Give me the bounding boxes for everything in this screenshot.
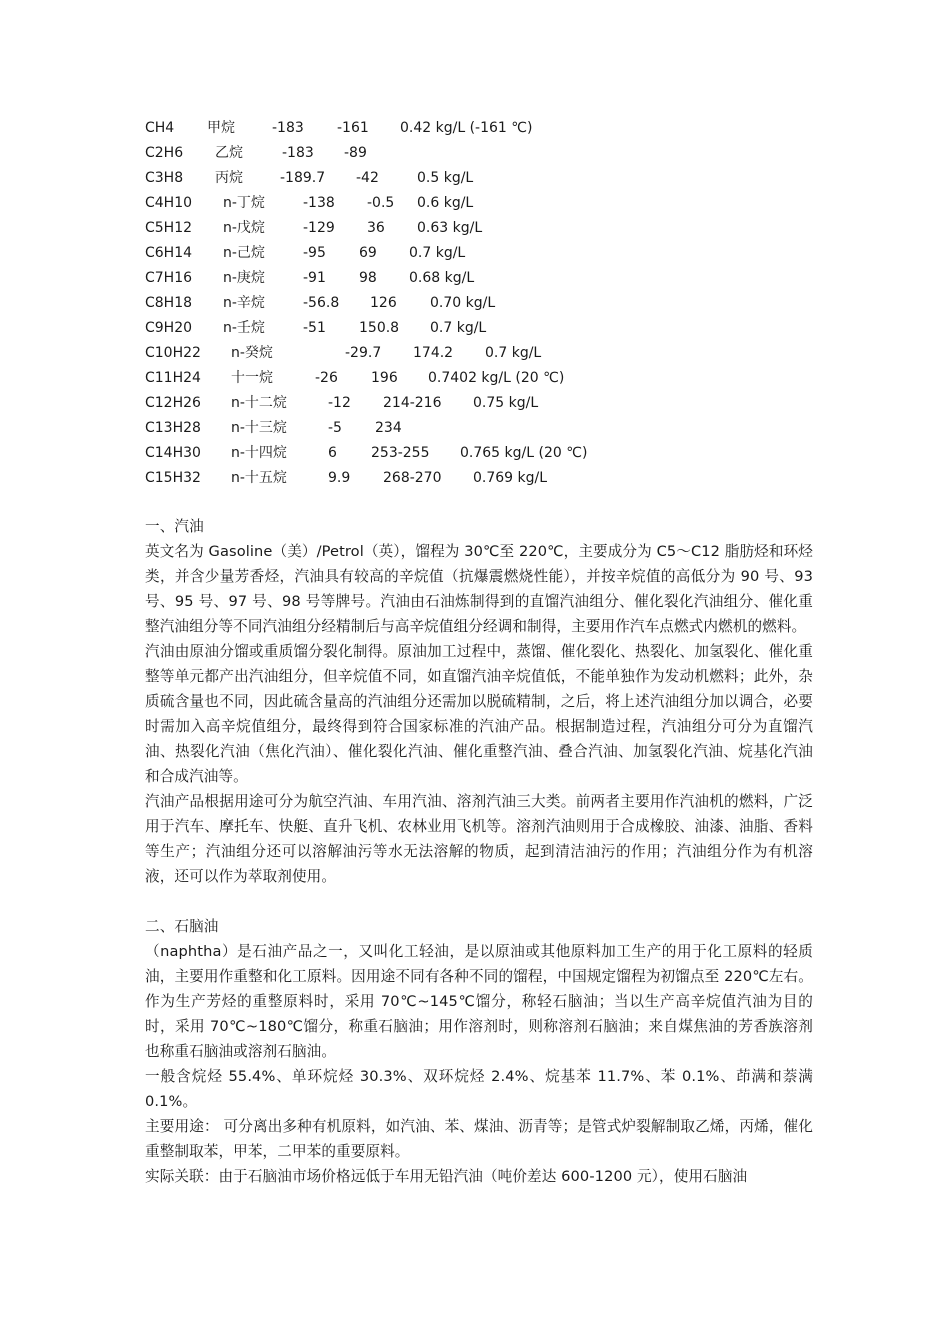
- alkane-density: 0.68 kg/L: [409, 270, 475, 286]
- alkane-name: n-辛烷: [223, 295, 265, 311]
- alkane-density: 0.7 kg/L: [485, 345, 542, 361]
- alkane-boiling-point: -42: [356, 170, 379, 186]
- table-row: [145, 391, 705, 416]
- alkane-boiling-point: 268-270: [383, 470, 442, 486]
- table-row: [145, 466, 705, 491]
- alkane-density: 0.5 kg/L: [417, 170, 474, 186]
- section-heading-naphtha: 二、石脑油: [145, 918, 219, 935]
- alkane-density: 0.42 kg/L (-161 ℃): [400, 120, 533, 136]
- alkane-melting-point: -129: [303, 220, 335, 236]
- alkane-density: 0.7 kg/L: [430, 320, 487, 336]
- alkane-name: n-己烷: [223, 245, 265, 261]
- alkane-formula: C10H22: [145, 345, 201, 361]
- table-row: [145, 191, 705, 216]
- alkane-boiling-point: 36: [367, 220, 385, 236]
- alkane-melting-point: -183: [282, 145, 314, 161]
- alkane-name: 甲烷: [207, 120, 235, 136]
- table-row: [145, 316, 705, 341]
- alkane-boiling-point: -0.5: [367, 195, 395, 211]
- alkane-melting-point: -5: [328, 420, 342, 436]
- alkane-formula: C13H28: [145, 420, 201, 436]
- table-row: [145, 341, 705, 366]
- alkane-boiling-point: 234: [375, 420, 402, 436]
- table-row: [145, 116, 705, 141]
- alkane-name: n-癸烷: [231, 345, 273, 361]
- alkane-formula: C15H32: [145, 470, 201, 486]
- alkane-melting-point: -91: [303, 270, 326, 286]
- alkane-name: n-壬烷: [223, 320, 265, 336]
- alkane-formula: C2H6: [145, 145, 184, 161]
- alkane-name: n-十二烷: [231, 395, 287, 411]
- alkane-formula: C8H18: [145, 295, 193, 311]
- alkane-name: n-十五烷: [231, 470, 287, 486]
- alkanes-table: [145, 116, 705, 491]
- alkane-density: 0.7402 kg/L (20 ℃): [428, 370, 565, 386]
- alkane-name: 丙烷: [215, 170, 243, 186]
- alkane-boiling-point: 98: [359, 270, 377, 286]
- naphtha-paragraph-2: 一般含烷烃 55.4%、单环烷烃 30.3%、双环烷烃 2.4%、烷基苯 11.7%、苯 0.1%、茚满和萘满 0.1%。: [145, 1068, 813, 1110]
- alkane-boiling-point: 174.2: [413, 345, 454, 361]
- alkane-formula: C3H8: [145, 170, 184, 186]
- alkane-density: 0.63 kg/L: [417, 220, 483, 236]
- alkane-melting-point: -51: [303, 320, 326, 336]
- alkane-boiling-point: 214-216: [383, 395, 442, 411]
- table-row: [145, 366, 705, 391]
- alkane-melting-point: -29.7: [345, 345, 382, 361]
- table-row: [145, 241, 705, 266]
- alkane-melting-point: -183: [272, 120, 304, 136]
- alkane-density: 0.75 kg/L: [473, 395, 539, 411]
- alkane-melting-point: -189.7: [280, 170, 326, 186]
- alkane-melting-point: -95: [303, 245, 326, 261]
- section-spacer: [145, 889, 813, 914]
- alkane-formula: C12H26: [145, 395, 201, 411]
- alkane-name: n-戊烷: [223, 220, 265, 236]
- table-row: [145, 416, 705, 441]
- alkane-formula: C7H16: [145, 270, 193, 286]
- alkane-name: 十一烷: [231, 370, 273, 386]
- alkane-boiling-point: -89: [344, 145, 367, 161]
- table-row: [145, 441, 705, 466]
- table-row: [145, 166, 705, 191]
- table-row: [145, 266, 705, 291]
- naphtha-paragraph-3: 主要用途： 可分离出多种有机原料，如汽油、苯、煤油、沥青等；是管式炉裂解制取乙烯，丙烯，催化重整制取苯，甲苯，二甲苯的重要原料。: [145, 1118, 813, 1160]
- table-row: [145, 216, 705, 241]
- alkane-boiling-point: 253-255: [371, 445, 430, 461]
- alkane-melting-point: 6: [328, 445, 337, 461]
- alkane-name: n-庚烷: [223, 270, 265, 286]
- alkane-melting-point: -56.8: [303, 295, 340, 311]
- alkane-formula: C14H30: [145, 445, 201, 461]
- alkane-formula: C5H12: [145, 220, 193, 236]
- alkane-name: n-十三烷: [231, 420, 287, 436]
- table-row: [145, 141, 705, 166]
- gasoline-paragraph-3: 汽油产品根据用途可分为航空汽油、车用汽油、溶剂汽油三大类。前两者主要用作汽油机的燃料，广泛用于汽车、摩托车、快艇、直升飞机、农林业用飞机等。溶剂汽油则用于合成橡胶、油漆、油脂、香料等生产；汽油组分还可以溶解油污等水无法溶解的物质，起到清洁油污的作用；汽油组分作为有机溶液，还可以作为萃取剂使用。: [145, 793, 813, 885]
- section-heading-gasoline: 一、汽油: [145, 518, 204, 535]
- alkane-density: 0.7 kg/L: [409, 245, 466, 261]
- alkane-melting-point: -26: [315, 370, 338, 386]
- alkane-name: 乙烷: [215, 145, 243, 161]
- alkane-density: 0.765 kg/L (20 ℃): [460, 445, 588, 461]
- alkane-boiling-point: 69: [359, 245, 377, 261]
- alkane-density: 0.70 kg/L: [430, 295, 496, 311]
- alkane-melting-point: -138: [303, 195, 335, 211]
- alkane-name: n-十四烷: [231, 445, 287, 461]
- alkane-boiling-point: 126: [370, 295, 397, 311]
- alkane-formula: C9H20: [145, 320, 193, 336]
- alkane-formula: C4H10: [145, 195, 193, 211]
- alkane-density: 0.6 kg/L: [417, 195, 474, 211]
- alkane-formula: C11H24: [145, 370, 201, 386]
- alkane-name: n-丁烷: [223, 195, 265, 211]
- table-row: [145, 291, 705, 316]
- alkane-boiling-point: 196: [371, 370, 398, 386]
- alkane-formula: C6H14: [145, 245, 193, 261]
- alkane-melting-point: -12: [328, 395, 351, 411]
- gasoline-paragraph-1: 英文名为 Gasoline（美）/Petrol（英），馏程为 30℃至 220℃，主要成分为 C5～C12 脂肪烃和环烃类，并含少量芳香烃，汽油具有较高的辛烷值（抗爆震燃烧性能），并按辛烷值的高低分为 90 号、93 号、95 号、97 号、98 号等牌号。汽油由石油炼制得到的直馏汽油组分、催化裂化汽油组分、催化重整汽油组分等不同汽油组分经精制后与高辛烷值组分经调和制得，主要用作汽车点燃式内燃机的燃料。: [145, 543, 813, 635]
- gasoline-paragraph-2: 汽油由原油分馏或重质馏分裂化制得。原油加工过程中，蒸馏、催化裂化、热裂化、加氢裂化、催化重整等单元都产出汽油组分，但辛烷值不同，如直馏汽油辛烷值低，不能单独作为发动机燃料；此外，杂质硫含量也不同，因此硫含量高的汽油组分还需加以脱硫精制，之后，将上述汽油组分加以调合，必要时需加入高辛烷值组分，最终得到符合国家标准的汽油产品。根据制造过程，汽油组分可分为直馏汽油、热裂化汽油（焦化汽油）、催化裂化汽油、催化重整汽油、叠合汽油、加氢裂化汽油、烷基化汽油和合成汽油等。: [145, 643, 813, 785]
- alkane-density: 0.769 kg/L: [473, 470, 548, 486]
- naphtha-paragraph-1: （naphtha）是石油产品之一，又叫化工轻油，是以原油或其他原料加工生产的用于化工原料的轻质油，主要用作重整和化工原料。因用途不同有各种不同的馏程，中国规定馏程为初馏点至 220℃左右。作为生产芳烃的重整原料时，采用 70℃~145℃馏分，称轻石脑油；当以生产高辛烷值汽油为目的时，采用 70℃~180℃馏分，称重石脑油；用作溶剂时，则称溶剂石脑油；来自煤焦油的芳香族溶剂也称重石脑油或溶剂石脑油。: [145, 943, 813, 1060]
- naphtha-paragraph-4: 实际关联：由于石脑油市场价格远低于车用无铅汽油（吨价差达 600-1200 元），使用石脑油: [145, 1168, 748, 1185]
- document-body: [145, 514, 813, 1189]
- alkane-formula: CH4: [145, 120, 175, 136]
- alkane-boiling-point: 150.8: [359, 320, 400, 336]
- alkane-boiling-point: -161: [337, 120, 369, 136]
- alkane-melting-point: 9.9: [328, 470, 351, 486]
